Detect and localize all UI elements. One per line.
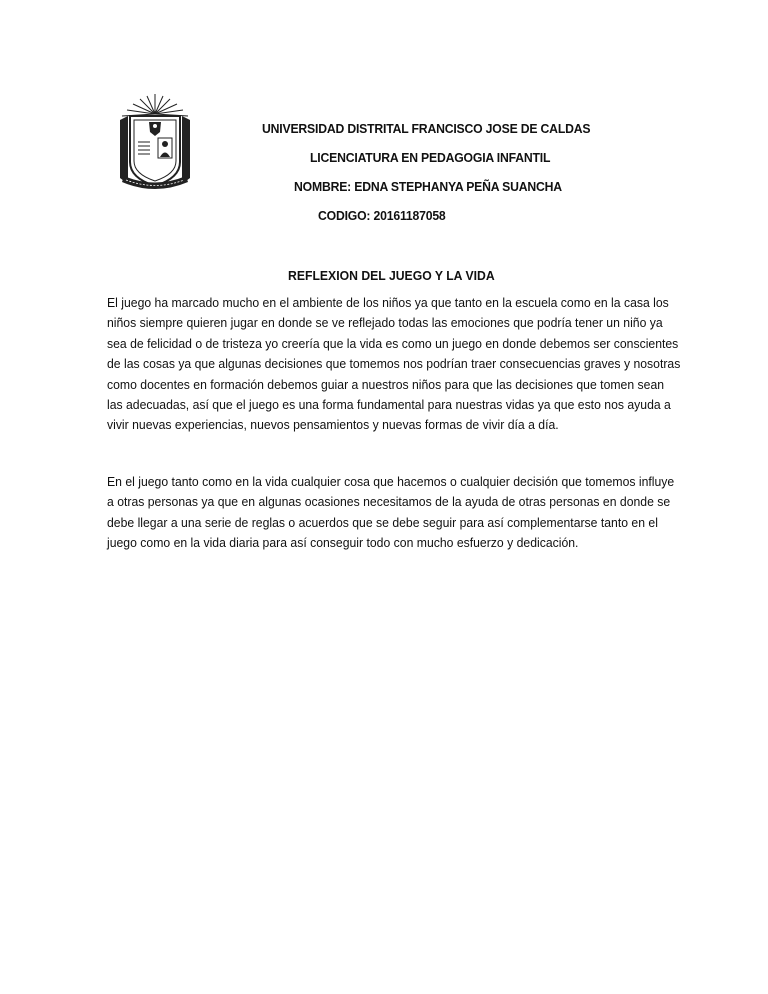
body-paragraph-2: En el juego tanto como en la vida cualquier cosa que hacemos o cualquier decisión que tomemos influye a otras personas ya que en algunas ocasiones necesitamos de la ayuda de otras personas en donde se debe llegar a una serie de reglas o acuerdos que se debe seguir para así complementarse tanto en el juego como en la vida diaria para así conseguir todo con mucho esfuerzo y dedicación. [107,474,675,551]
program-name: LICENCIATURA EN PEDAGOGIA INFANTIL [310,150,551,165]
document-title: REFLEXION DEL JUEGO Y LA VIDA [288,268,495,283]
body-paragraph-1: El juego ha marcado mucho en el ambiente de los niños ya que tanto en la escuela como en la casa los niños siempre quieren jugar en donde se ve reflejado todas las emociones que podría tener un niño ya sea de felicidad o de tristeza yo creería que la vida es como un juego en donde debemos ser conscientes de las cosas ya que algunas decisiones que tomemos nos podrían traer consecuencias graves y nosotras como docentes en formación debemos guiar a nuestros niños para que las decisiones que tomen sean las adecuadas, así que el juego es una forma fundamental para nuestras vidas ya que esto nos ayuda a vivir nuevas experiencias, nuevos pensamientos y nuevas formas de vivir día a día. [107,295,681,433]
university-seal-icon [114,92,196,196]
student-name: NOMBRE: EDNA STEPHANYA PEÑA SUANCHA [294,179,562,194]
university-name: UNIVERSIDAD DISTRITAL FRANCISCO JOSE DE CALDAS [262,121,591,136]
student-code: CODIGO: 20161187058 [318,208,446,223]
